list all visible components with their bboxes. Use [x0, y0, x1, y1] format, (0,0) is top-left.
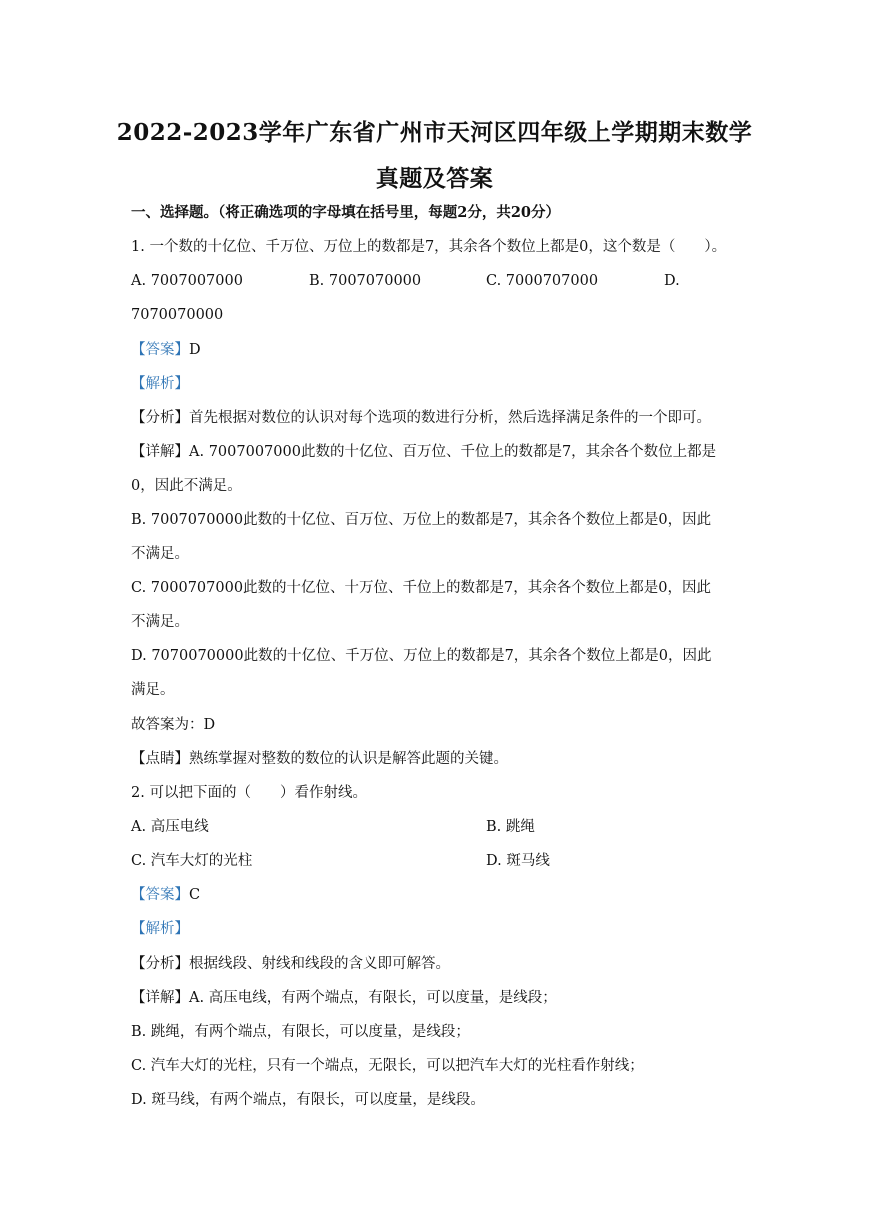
question-2-detail-c: C. 汽车大灯的光柱，只有一个端点，无限长，可以把汽车大灯的光柱看作射线； [131, 1058, 644, 1074]
answer-value: D [189, 342, 201, 358]
question-1-stem: 1. 一个数的十亿位、千万位、万位上的数都是7，其余各个数位上都是0，这个数是（ ）。 [131, 239, 727, 255]
question-2-option-b: B. 跳绳 [486, 819, 535, 835]
question-1-analysis-heading: 【解析】 [131, 376, 189, 392]
question-1-option-b: B. 7007070000 [309, 273, 422, 289]
fenxi-text: 首先根据对数位的认识对每个选项的数进行分析，然后选择满足条件的一个即可。 [189, 410, 711, 426]
question-1-answer [131, 340, 201, 360]
question-1-conclusion: 故答案为：D [131, 717, 216, 733]
question-1-option-a: A. 7007007000 [131, 273, 243, 289]
detail-a-text: A. 高压电线，有两个端点，有限长，可以度量，是线段； [189, 990, 557, 1006]
question-2-option-d: D. 斑马线 [486, 853, 550, 869]
fenxi-tag: 【分析】 [131, 410, 189, 426]
question-2-analysis-heading: 【解析】 [131, 921, 189, 937]
document-title: 2022-2023学年广东省广州市天河区四年级上学期期末数学 [116, 119, 753, 146]
question-1-detail-b-cont: 不满足。 [131, 546, 189, 562]
question-2-option-a: A. 高压电线 [131, 819, 209, 835]
question-1-detail-c: C. 7000707000此数的十亿位、十万位、千位上的数都是7，其余各个数位上都是0，因此 [131, 580, 711, 596]
question-1-detail-d: D. 7070070000此数的十亿位、千万位、万位上的数都是7，其余各个数位上都是0，因此 [131, 648, 712, 664]
question-1-fenxi [131, 408, 711, 428]
question-1-detail-a [131, 442, 716, 462]
question-1-detail-d-cont: 满足。 [131, 682, 175, 698]
question-2-detail-a [131, 988, 557, 1008]
question-1-detail-a-cont: 0，因此不满足。 [131, 478, 242, 494]
question-1-option-c: C. 7000707000 [486, 273, 599, 289]
answer-value: C [189, 887, 201, 903]
fenxi-tag: 【分析】 [131, 956, 189, 972]
question-1-dianjing [131, 749, 508, 769]
question-2-detail-d: D. 斑马线，有两个端点，有限长，可以度量，是线段。 [131, 1092, 485, 1108]
answer-tag: 【答案】 [131, 887, 189, 903]
question-2-answer [131, 885, 200, 905]
question-2-detail-b: B. 跳绳，有两个端点，有限长，可以度量，是线段； [131, 1024, 470, 1040]
question-1-option-d-label: D. [664, 273, 680, 289]
question-1-option-d-value: 7070070000 [131, 307, 224, 323]
question-2-stem: 2. 可以把下面的（ ）看作射线。 [131, 785, 367, 801]
detail-a-text: A. 7007007000此数的十亿位、百万位、千位上的数都是7，其余各个数位上都是 [189, 444, 717, 460]
xiangjie-tag: 【详解】 [131, 990, 189, 1006]
question-2-option-c: C. 汽车大灯的光柱 [131, 853, 253, 869]
answer-tag: 【答案】 [131, 342, 189, 358]
question-1-detail-c-cont: 不满足。 [131, 614, 189, 630]
dianjing-text: 熟练掌握对整数的数位的认识是解答此题的关键。 [189, 751, 508, 767]
question-1-detail-b: B. 7007070000此数的十亿位、百万位、万位上的数都是7，其余各个数位上都是0，因此 [131, 512, 712, 528]
section-heading: 一、选择题。（将正确选项的字母填在括号里，每题2分，共20分） [131, 204, 561, 221]
document-title-continued: 真题及答案 [375, 165, 494, 192]
question-2-fenxi [131, 954, 450, 974]
xiangjie-tag: 【详解】 [131, 444, 189, 460]
dianjing-tag: 【点睛】 [131, 751, 189, 767]
fenxi-text: 根据线段、射线和线段的含义即可解答。 [189, 956, 450, 972]
